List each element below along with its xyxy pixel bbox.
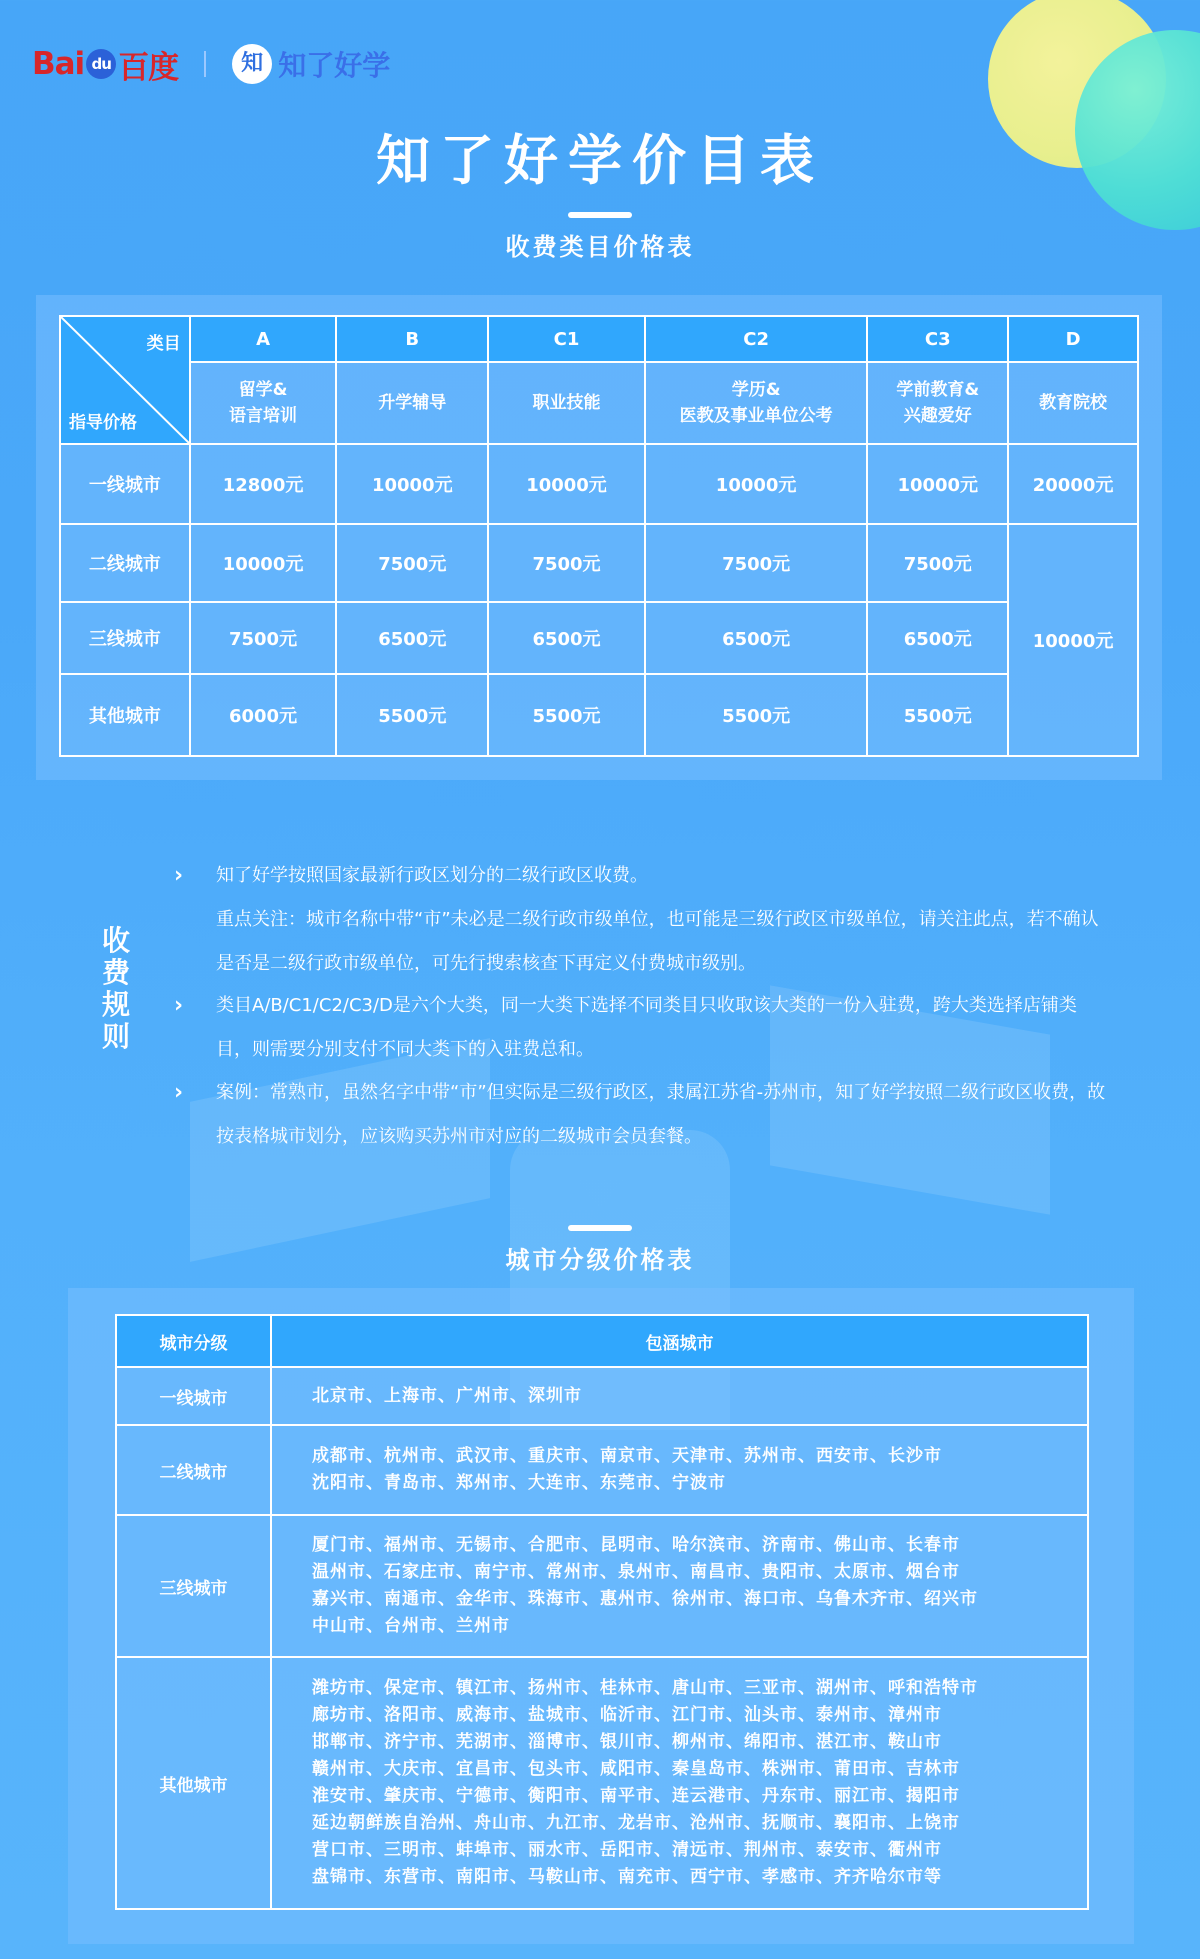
price-cell: 7500元	[645, 524, 868, 602]
category-code: B	[336, 316, 488, 362]
rule-text: 重点关注：城市名称中带“市”未必是二级行政市级单位，也可能是三级行政区市级单位，请关注此点，若不确认是否是二级行政市级单位，可先行搜索核查下再定义付费城市级别。	[216, 909, 1099, 974]
price-cell: 5500元	[488, 674, 645, 756]
city-tier-label: 三线城市	[116, 1515, 271, 1657]
price-cell: 7500元	[190, 602, 337, 674]
price-cell: 20000元	[1008, 444, 1138, 524]
price-cell: 12800元	[190, 444, 337, 524]
price-cell: 7500元	[867, 524, 1008, 602]
row-tier-label: 三线城市	[60, 602, 190, 674]
category-code: C3	[867, 316, 1008, 362]
table-row	[60, 444, 1138, 524]
page-title: 知了好学价目表	[376, 129, 824, 192]
rule-text: 知了好学按照国家最新行政区划分的二级行政区收费。	[216, 865, 648, 886]
title-underline	[568, 1225, 632, 1231]
rule-text: 案例：常熟市，虽然名字中带“市”但实际是三级行政区，隶属江苏省-苏州市，知了好学按照二级行政区收费，故按表格城市划分，应该购买苏州市对应的二级城市会员套餐。	[216, 1082, 1106, 1147]
city-tier-label: 一线城市	[116, 1367, 271, 1425]
chevron-right-icon: ›	[174, 993, 184, 1018]
rule-item	[174, 1071, 1110, 1159]
city-header-tier: 城市分级	[116, 1315, 271, 1367]
city-list: 厦门市、福州市、无锡市、合肥市、昆明市、哈尔滨市、济南市、佛山市、长春市 温州市、石家庄市、南宁市、常州市、泉州市、南昌市、贵阳市、太原市、烟台市 嘉兴市、南通市、金华市、珠海市、惠州市、徐州市、海口市、乌鲁木齐市、绍兴市 中山市、台州市、兰州市	[271, 1515, 1088, 1657]
category-name: 升学辅导	[336, 362, 488, 444]
price-cell: 6500元	[645, 602, 868, 674]
category-code: A	[190, 316, 337, 362]
baidu-logo-text: Bai	[32, 46, 85, 82]
corner-label-category: 类目	[146, 334, 181, 354]
price-cell: 7500元	[336, 524, 488, 602]
category-name: 职业技能	[488, 362, 645, 444]
table-row	[116, 1425, 1088, 1515]
logo-bar	[32, 36, 390, 92]
city-header-cities: 包涵城市	[271, 1315, 1088, 1367]
title-underline	[568, 212, 632, 218]
corner-label-price: 指导价格	[69, 413, 137, 433]
price-table	[59, 315, 1139, 757]
category-code: C2	[645, 316, 868, 362]
price-cell: 5500元	[645, 674, 868, 756]
category-code: C1	[488, 316, 645, 362]
price-cell: 7500元	[488, 524, 645, 602]
chevron-right-icon: ›	[174, 1080, 184, 1105]
rule-item	[174, 854, 1110, 898]
rule-item	[174, 984, 1110, 1072]
table-row	[116, 1515, 1088, 1657]
rule-item	[180, 898, 1110, 986]
rules-label: 收费规则	[101, 924, 130, 1053]
price-cell: 10000元	[190, 524, 337, 602]
price-cell: 5500元	[867, 674, 1008, 756]
city-table-title: 城市分级价格表	[505, 1246, 695, 1274]
table-corner-cell	[60, 316, 190, 444]
city-list: 潍坊市、保定市、镇江市、扬州市、桂林市、唐山市、三亚市、湖州市、呼和浩特市 廊坊市、洛阳市、威海市、盐城市、临沂市、江门市、汕头市、泰州市、漳州市 邯郸市、济宁市、芜湖市、淄博市、银川市、柳州市、绵阳市、湛江市、鞍山市 赣州市、大庆市、宜昌市、包头市、咸阳市、秦皇岛市、株洲市、莆田市、吉林市 淮安市、肇庆市、宁德市、衡阳市、南平市、连云港市、丹东市、丽江市、揭阳市 延边朝鲜族自治州、舟山市、九江市、龙岩市、沧州市、抚顺市、襄阳市、上饶市 营口市、三明市、蚌埠市、丽水市、岳阳市、清远市、荆州市、泰安市、衢州市 盘锦市、东营市、南阳市、马鞍山市、南充市、西宁市、孝感市、齐齐哈尔市等	[271, 1657, 1088, 1909]
city-tier-label: 二线城市	[116, 1425, 271, 1515]
city-table	[115, 1314, 1089, 1910]
table-row	[60, 524, 1138, 602]
price-cell-d-merged: 10000元	[1008, 524, 1138, 756]
table-row	[116, 1367, 1088, 1425]
price-table-title: 收费类目价格表	[505, 233, 695, 261]
rule-text: 类目A/B/C1/C2/C3/D是六个大类，同一大类下选择不同类目只收取该大类的一份入驻费，跨大类选择店铺类目，则需要分别支付不同大类下的入驻费总和。	[216, 995, 1077, 1060]
zhiliao-logo-icon: 知	[232, 44, 272, 84]
baidu-paw-icon: du	[86, 49, 116, 79]
price-cell: 10000元	[488, 444, 645, 524]
zhiliao-logo-text: 知了好学	[278, 49, 391, 82]
price-cell: 10000元	[645, 444, 868, 524]
baidu-logo	[32, 42, 178, 87]
price-cell: 5500元	[336, 674, 488, 756]
table-row	[116, 1657, 1088, 1909]
category-code: D	[1008, 316, 1138, 362]
logo-divider	[204, 51, 206, 77]
price-cell: 6500元	[336, 602, 488, 674]
price-cell: 6500元	[867, 602, 1008, 674]
price-cell: 6500元	[488, 602, 645, 674]
city-list: 北京市、上海市、广州市、深圳市	[271, 1367, 1088, 1425]
category-name: 学前教育& 兴趣爱好	[867, 362, 1008, 444]
city-list: 成都市、杭州市、武汉市、重庆市、南京市、天津市、苏州市、西安市、长沙市 沈阳市、青岛市、郑州市、大连市、东莞市、宁波市	[271, 1425, 1088, 1515]
price-cell: 6000元	[190, 674, 337, 756]
price-cell: 10000元	[867, 444, 1008, 524]
table-row	[60, 602, 1138, 674]
category-name: 教育院校	[1008, 362, 1138, 444]
baidu-logo-cn: 百度	[118, 49, 179, 86]
row-tier-label: 二线城市	[60, 524, 190, 602]
table-row	[60, 674, 1138, 756]
price-cell: 10000元	[336, 444, 488, 524]
row-tier-label: 其他城市	[60, 674, 190, 756]
category-name: 留学& 语言培训	[190, 362, 337, 444]
chevron-right-icon: ›	[174, 863, 184, 888]
row-tier-label: 一线城市	[60, 444, 190, 524]
category-name: 学历& 医教及事业单位公考	[645, 362, 868, 444]
city-tier-label: 其他城市	[116, 1657, 271, 1909]
